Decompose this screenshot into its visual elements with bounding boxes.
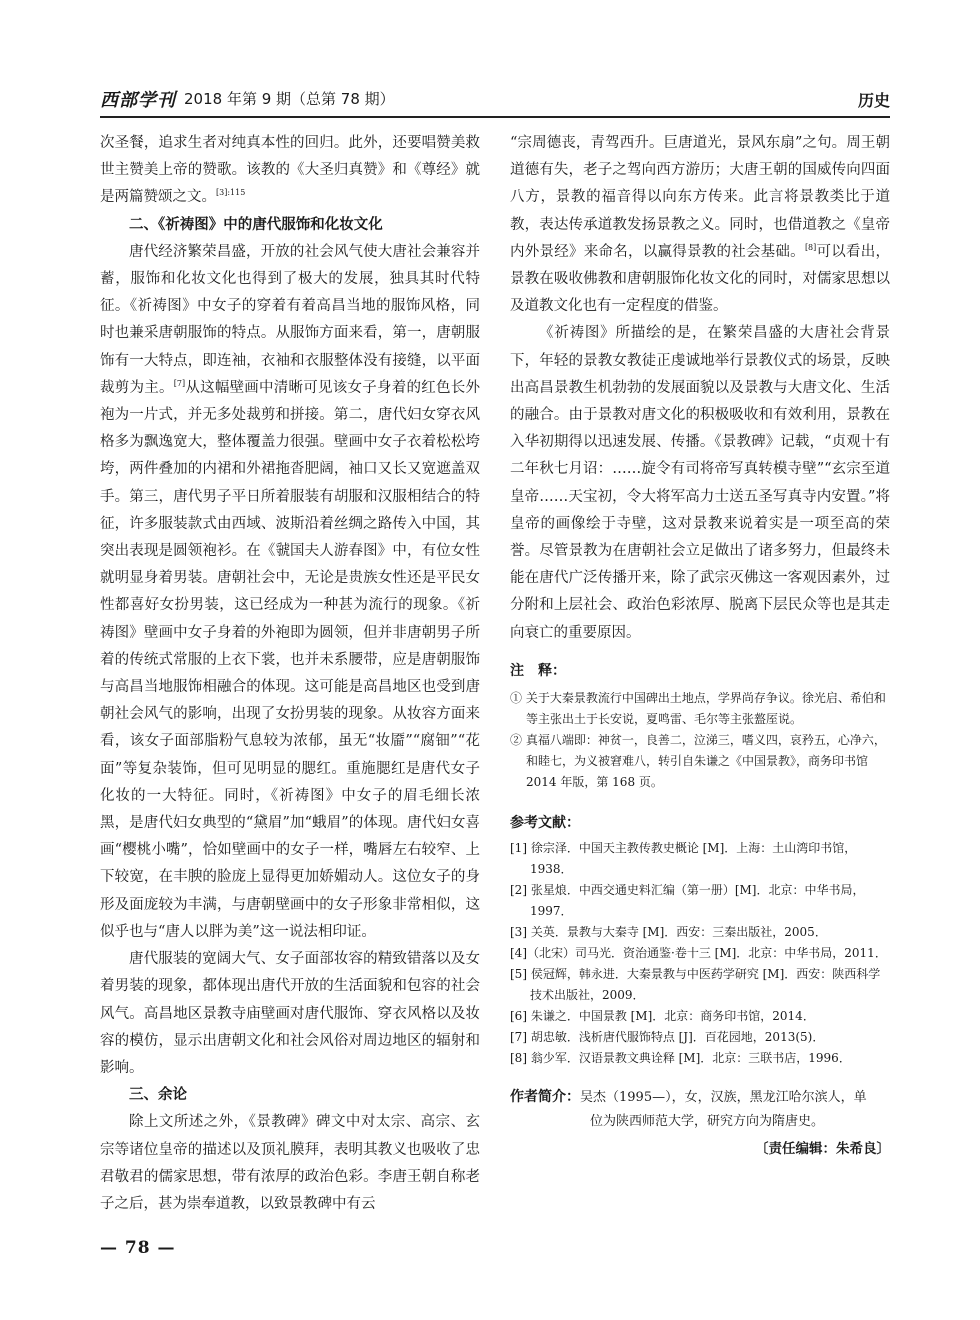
author-label: 作者简介： xyxy=(510,1088,580,1105)
reference-item: [7] 胡忠敏．浅析唐代服饰特点 [J]．百花园地，2013(5)． xyxy=(510,1029,825,1044)
notes-section xyxy=(510,661,890,793)
paragraph: 《祈祷图》所描绘的是，在繁荣昌盛的大唐社会背景下，年轻的景教女教徒正虔诚地举行景教仪式的场景，反映出高昌景教生机勃勃的发展面貌以及景教与大唐文化、生活的融合。由于景教对唐文化的积极吸收和有效利用，景教在入华初期得以迅速发展、传播。《景教碑》记载，“贞观十有二年秋七月诏：……旋令有司将帝写真转模寺壁”“玄宗至道皇帝……天宝初，令大将军高力士送五圣写真寺内安置。”将皇帝的画像绘于寺壁，这对景教来说着实是一项至高的荣誉。尽管景教为在唐朝社会立足做出了诸多努力，但最终未能在唐代广泛传播开来，除了武宗灭佛这一客观因素外，过分附和上层社会、政治色彩浓厚、脱离下层民众等也是其走向衰亡的重要原因。 xyxy=(510,325,890,641)
paragraph: 唐代服装的宽阔大气、女子面部妆容的精致错落以及女着男装的现象，都体现出唐代开放的生活面貌和包容的社会风气。高昌地区景教寺庙壁画对唐代服饰、穿衣风格以及妆容的模仿，显示出唐朝文化和社会风俗对周边地区的辐射和影响。 xyxy=(100,951,480,1076)
note-item: ② 真福八端即：神贫一，良善二，泣涕三，嗜义四，哀矜五，心净六，和睦七，为义被窘难八，转引自朱谦之《中国景教》，商务印书馆 2014 年版，第 168 页。 xyxy=(510,732,886,789)
reference-item: [3] 关英．景教与大秦寺 [M]．西安：三秦出版社，2005． xyxy=(510,924,827,939)
author-bio xyxy=(510,1085,890,1134)
paragraph: 唐代经济繁荣昌盛，开放的社会风气使大唐社会兼容并蓄，服饰和化妆文化也得到了极大的发展，独具其时代特征。《祈祷图》中女子的穿着有着高昌当地的服饰风格，同时也兼采唐朝服饰的特点。从服饰方面来看，第一，唐朝服饰有一大特点，即连袖，衣袖和衣服整体没有接缝，以平面裁剪为主。[7]从这幅壁画中清晰可见该女子身着的红色长外袍为一片式，并无多处裁剪和拼接。第二，唐代妇女穿衣风格多为飘逸宽大，整体覆盖力很强。壁画中女子衣着松松垮垮，两件叠加的内裙和外裙拖沓肥阔，袖口又长又宽遮盖双手。第三，唐代男子平日所着服装有胡服和汉服相结合的特征，许多服装款式由西域、波斯沿着丝绸之路传入中国，其突出表现是圆领袍衫。在《虢国夫人游春图》中，有位女性就明显身着男装。唐朝社会中，无论是贵族女性还是平民女性都喜好女扮男装，这已经成为一种甚为流行的现象。《祈祷图》壁画中女子身着的外袍即为圆领，但并非唐朝男子所着的传统式常服的上衣下裳，也并未系腰带，应是唐朝服饰与高昌当地服饰相融合的体现。这可能是高昌地区也受到唐朝社会风气的影响，出现了女扮男装的现象。从妆容方面来看，该女子面部脂粉气息较为浓郁，虽无“妆靥”“腐钿”“花面”等复杂装饰，但可见明显的腮红。重施腮红是唐代女子化妆的一大特征。同时，《祈祷图》中女子的眉毛细长浓黑，是唐代妇女典型的“黛眉”加“蛾眉”的体现。唐代妇女喜画“樱桃小嘴”，恰如壁画中的女子一样，嘴唇左右较窄、上下较宽，在丰腴的脸庞上显得更加娇媚动人。这位女子的身形及面庞较为丰满，与唐朝壁画中的女子形象非常相似，这似乎也与“唐人以胖为美”这一说法相印证。 xyxy=(100,243,481,940)
references-section xyxy=(510,813,890,1069)
citation: [3]:115 xyxy=(216,188,246,198)
reference-item: [4]（北宋）司马光．资治通鉴·卷十三 [M]．北京：中华书局，2011． xyxy=(510,945,887,960)
page-header xyxy=(100,84,890,114)
reference-item: [1] 徐宗泽．中国天主教传教史概论 [M]．上海：土山湾印书馆，1938． xyxy=(510,840,857,876)
responsible-editor: 〔责任编辑：朱希良〕 xyxy=(755,1140,890,1157)
reference-item: [2] 张星烺．中西交通史料汇编（第一册）[M]．北京：中华书局，1997． xyxy=(510,882,865,918)
note-item: ① 关于大秦景教流行中国碑出土地点，学界尚存争议。徐光启、希伯和等主张出土于长安说，夏鸣雷、毛尔等主张盩厔说。 xyxy=(510,690,886,726)
author-line: 吴杰（1995—），女，汉族，黑龙江哈尔滨人，单 xyxy=(580,1089,867,1105)
paragraph: “宗周德丧，青驾西升。巨唐道光，景风东扇”之句。周王朝道德有失，老子之驾向西方游历；大唐王朝的国威传向四面八方，景教的福音得以向东方传来。此言将景教类比于道教，表达传承道教发扬景教之义。同时，也借道教之《皇帝内外景经》来命名，以赢得景教的社会基础。[8]可以看出，景教在吸收佛教和唐朝服饰化妆文化的同时，对儒家思想以及道教文化也有一定程度的借鉴。 xyxy=(510,135,891,315)
section-name: 历史 xyxy=(857,91,890,110)
paragraph: 除上文所述之外，《景教碑》碑文中对太宗、高宗、玄宗等诸位皇帝的描述以及顶礼膜拜，表明其教义也吸收了忠君敬君的儒家思想，带有浓厚的政治色彩。李唐王朝自称老子之后，甚为崇奉道教，以致景教碑中有云 xyxy=(100,1114,480,1212)
paragraph: 次圣餐，追求生者对纯真本性的回归。此外，还要唱赞美救世主赞美上帝的赞歌。该教的《大圣归真赞》和《尊经》就是两篇赞颂之文。$^{[3]:115}$ xyxy=(100,135,480,206)
citation: [7] xyxy=(173,379,186,388)
reference-item: [5] 侯冠辉，韩永进．大秦景教与中医药学研究 [M]．西安：陕西科学技术出版社，2009． xyxy=(510,966,881,1002)
journal-logo: 西部学刊 xyxy=(100,90,176,111)
right-column xyxy=(510,130,890,1163)
header-rule xyxy=(100,116,890,118)
page-number: — 78 — xyxy=(100,1238,176,1258)
citation: [8] xyxy=(804,242,817,252)
section-heading-3: 三、余论 xyxy=(129,1087,187,1104)
author-line: 位为陕西师范大学，研究方向为隋唐史。 xyxy=(590,1113,825,1129)
left-column xyxy=(100,130,480,1218)
issue-info: 2018 年第 9 期（总第 78 期） xyxy=(184,90,395,108)
reference-item: [6] 朱谦之．中国景教 [M]．北京：商务印书馆，2014． xyxy=(510,1008,815,1023)
notes-title: 注 释： xyxy=(510,662,566,679)
references-title: 参考文献： xyxy=(510,814,580,831)
reference-item: [8] 翁少军．汉语景教文典诠释 [M]．北京：三联书店，1996． xyxy=(510,1050,851,1065)
section-heading-2: 二、《祈祷图》中的唐代服饰和化妆文化 xyxy=(129,216,383,233)
